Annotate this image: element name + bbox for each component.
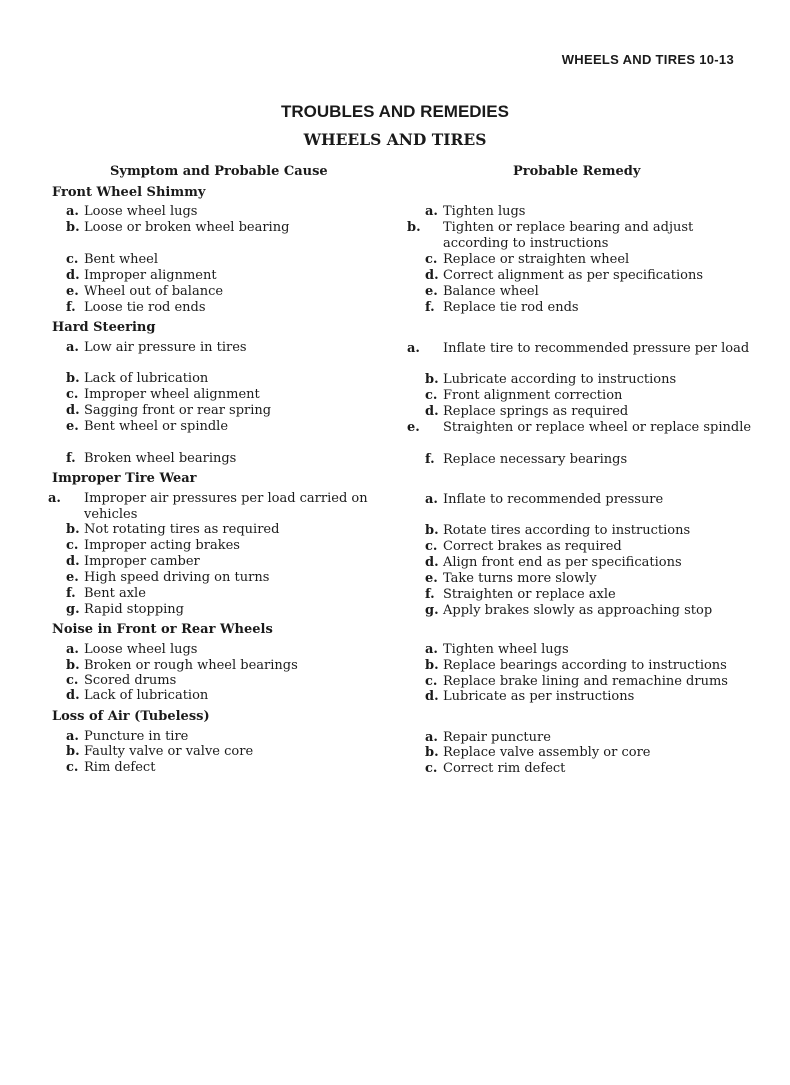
remedy-item: a. Tighten wheel lugs [425,642,569,657]
cause-item: b. Faulty valve or valve core [66,744,254,759]
remedy-item: d. Lubricate as per instructions [425,689,635,704]
cause-item: g. Rapid stopping [66,602,184,617]
cause-item: e. High speed driving on turns [66,570,270,585]
remedy-item: b. Replace bearings according to instructions [425,658,727,673]
remedy-item: c. Correct rim defect [425,761,566,776]
page-subtitle: WHEELS AND TIRES [303,130,487,149]
remedy-item: b. Rotate tires according to instructions [425,523,691,538]
remedy-item: e. Straighten or replace wheel or replace spindle [407,420,752,435]
cause-item: a. Loose wheel lugs [66,204,198,219]
cause-item: f. Loose tie rod ends [66,300,206,315]
remedy-item: b. Lubricate according to instructions [425,372,677,387]
page-title: TROUBLES AND REMEDIES [281,102,509,121]
remedy-item: a. Repair puncture [425,730,551,745]
remedy-item: d. Replace springs as required [425,404,629,419]
cause-item: c. Rim defect [66,760,156,775]
cause-item: f. Broken wheel bearings [66,451,237,466]
section-title: Improper Tire Wear [52,471,197,486]
column-header-remedy: Probable Remedy [513,164,641,179]
column-header-cause: Symptom and Probable Cause [110,164,328,179]
remedy-item: c. Replace brake lining and remachine drums [425,674,728,689]
remedy-item: f. Replace tie rod ends [425,300,579,315]
cause-item: c. Improper wheel alignment [66,387,260,402]
cause-item: d. Lack of lubrication [66,688,209,703]
remedy-item: b. Replace valve assembly or core [425,745,651,760]
remedy-item: f. Straighten or replace axle [425,587,616,602]
remedy-item: b. Tighten or replace bearing and adjust according to instructions [407,220,694,251]
section-title: Noise in Front or Rear Wheels [52,622,273,637]
remedy-item: e. Take turns more slowly [425,571,597,586]
remedy-item: c. Replace or straighten wheel [425,252,630,267]
cause-item: f. Bent axle [66,586,146,601]
remedy-item: a. Inflate tire to recommended pressure per load [407,341,750,356]
cause-item: a. Improper air pressures per load carried on vehicles [48,491,368,522]
cause-item: b. Broken or rough wheel bearings [66,658,298,673]
remedy-item: c. Correct brakes as required [425,539,622,554]
remedy-item: c. Front alignment correction [425,388,623,403]
section-title: Front Wheel Shimmy [52,185,206,200]
remedy-item: f. Replace necessary bearings [425,452,628,467]
cause-item: b. Not rotating tires as required [66,522,280,537]
cause-item: d. Improper alignment [66,268,217,283]
cause-item: d. Improper camber [66,554,200,569]
page-header: WHEELS AND TIRES 10-13 [561,52,734,67]
cause-item: d. Sagging front or rear spring [66,403,272,418]
remedy-item: a. Inflate to recommended pressure [425,492,664,507]
remedy-item: e. Balance wheel [425,284,539,299]
cause-item: e. Wheel out of balance [66,284,224,299]
cause-item: c. Scored drums [66,673,177,688]
cause-item: c. Improper acting brakes [66,538,240,553]
cause-item: b. Loose or broken wheel bearing [66,220,290,235]
section-title: Loss of Air (Tubeless) [52,709,210,724]
cause-item: e. Bent wheel or spindle [66,419,229,434]
remedy-item: d. Correct alignment as per specifications [425,268,704,283]
remedy-item: a. Tighten lugs [425,204,526,219]
section-title: Hard Steering [52,320,156,335]
cause-item: a. Puncture in tire [66,729,189,744]
cause-item: b. Lack of lubrication [66,371,209,386]
remedy-item: g. Apply brakes slowly as approaching stop [425,603,713,618]
cause-item: a. Low air pressure in tires [66,340,247,355]
remedy-item: d. Align front end as per specifications [425,555,682,570]
cause-item: c. Bent wheel [66,252,159,267]
cause-item: a. Loose wheel lugs [66,642,198,657]
